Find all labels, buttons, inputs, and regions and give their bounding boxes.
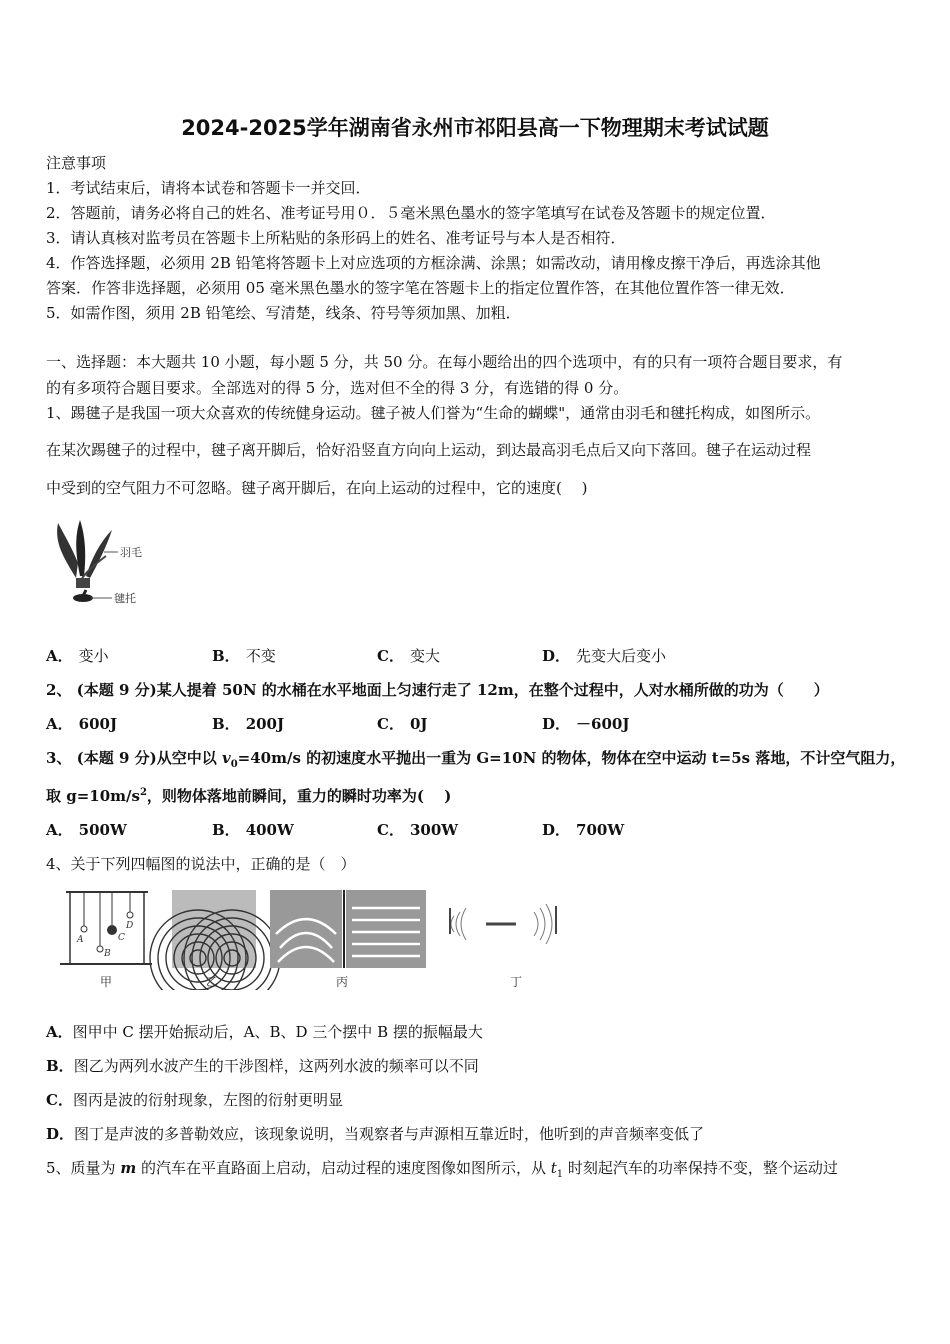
q1-option-d bbox=[542, 645, 666, 666]
base-label: 毽托 bbox=[114, 592, 136, 605]
option-text: 图丙是波的衍射现象，左图的衍射更明显 bbox=[72, 1091, 343, 1109]
option-letter: B． bbox=[212, 715, 240, 733]
option-letter: C． bbox=[377, 715, 404, 733]
q1-stem: 在某次踢毽子的过程中，毽子离开脚后，恰好沿竖直方向向上运动，到达最高羽毛点后又向下落回。毽子在运动过程 bbox=[46, 441, 812, 459]
q3-stem2-a: 取 g=10m/s bbox=[46, 787, 140, 805]
option-letter: A． bbox=[46, 715, 73, 733]
q3-stem2-b: ，则物体落地前瞬间，重力的瞬时功率为( ) bbox=[146, 787, 452, 805]
q4-stem: 4、关于下列四幅图的说法中，正确的是（ ） bbox=[46, 855, 356, 873]
q4-option-a bbox=[46, 1021, 483, 1042]
option-letter: B． bbox=[46, 1057, 74, 1075]
feather-label: 羽毛 bbox=[120, 546, 142, 559]
option-text: －600J bbox=[576, 715, 630, 733]
time-subscript: 1 bbox=[556, 1169, 564, 1180]
option-text: 500W bbox=[78, 821, 127, 839]
option-text: 变大 bbox=[409, 647, 440, 665]
notice-heading: 注意事项 bbox=[46, 154, 107, 172]
caption-jia: 甲 bbox=[100, 975, 113, 989]
option-text: 400W bbox=[245, 821, 294, 839]
shuttlecock-figure bbox=[46, 518, 156, 608]
option-letter: B． bbox=[212, 821, 240, 839]
q2-option-d bbox=[542, 713, 629, 734]
notice-item: 答案．作答非选择题，必须用 05 毫米黑色墨水的签字笔在答题卡上的指定位置作答，在其他位置作答一律无效． bbox=[46, 279, 795, 297]
notice-item: 4．作答选择题，必须用 2B 铅笔将答题卡上对应选项的方框涂满、涂黑；如需改动，请用橡皮擦干净后，再选涂其他 bbox=[46, 254, 821, 272]
notice-item: 3．请认真核对监考员在答题卡上所粘贴的条形码上的姓名、准考证号与本人是否相符． bbox=[46, 229, 626, 247]
mass-symbol: m bbox=[120, 1159, 137, 1177]
q4-option-d bbox=[46, 1123, 704, 1144]
option-letter: A． bbox=[46, 1023, 73, 1041]
option-letter: A． bbox=[46, 647, 73, 665]
option-letter: D． bbox=[542, 821, 571, 839]
time-symbol: t bbox=[550, 1159, 557, 1177]
q1-option-a bbox=[46, 645, 109, 666]
doppler-figure bbox=[450, 904, 556, 944]
q4-illustrations bbox=[56, 888, 596, 990]
velocity-subscript: 0 bbox=[230, 759, 238, 770]
option-text: 图丁是声波的多普勒效应，该现象说明，当观察者与声源相互靠近时，他听到的声音频率变低了 bbox=[74, 1125, 705, 1143]
q3-option-b bbox=[212, 819, 294, 840]
option-text: 先变大后变小 bbox=[576, 647, 667, 665]
pendulum-label-b: B bbox=[104, 949, 111, 959]
pendulum-label-d: D bbox=[126, 921, 134, 931]
q1-option-c bbox=[377, 645, 440, 666]
option-text: 不变 bbox=[245, 647, 276, 665]
option-letter: C． bbox=[377, 647, 404, 665]
q2-option-c bbox=[377, 713, 428, 734]
option-letter: D． bbox=[542, 715, 571, 733]
option-text: 变小 bbox=[78, 647, 109, 665]
option-letter: A． bbox=[46, 821, 73, 839]
caption-ding: 丁 bbox=[510, 975, 523, 989]
notice-item: 2．答题前，请务必将自己的姓名、准考证号用０．５毫米黑色墨水的签字笔填写在试卷及答题卡的规定位置． bbox=[46, 204, 776, 222]
caption-yi: 乙 bbox=[206, 975, 219, 989]
velocity-symbol: v bbox=[221, 749, 231, 767]
option-letter: D． bbox=[46, 1125, 75, 1143]
option-letter: B． bbox=[212, 647, 240, 665]
q3-option-d bbox=[542, 819, 624, 840]
q5-stem-c: 时刻起汽车的功率保持不变，整个运动过 bbox=[563, 1159, 838, 1177]
q5-stem bbox=[46, 1157, 838, 1180]
q4-figures bbox=[56, 888, 596, 990]
q2-stem: 2、 (本题 9 分)某人提着 50N 的水桶在水平地面上匀速行走了 12m，在整个过程中，人对水桶所做的功为（ ） bbox=[46, 681, 829, 699]
option-letter: C． bbox=[377, 821, 404, 839]
q3-option-c bbox=[377, 819, 458, 840]
shuttlecock-illustration bbox=[46, 518, 156, 608]
section-intro: 一、选择题：本大题共 10 小题，每小题 5 分，共 50 分。在每小题给出的四个选项中，有的只有一项符合题目要求，有 bbox=[46, 353, 843, 371]
option-text: 300W bbox=[409, 821, 459, 839]
q5-stem-b: 的汽车在平直路面上启动，启动过程的速度图像如图所示，从 bbox=[136, 1159, 551, 1177]
option-text: 图乙为两列水波产生的干涉图样，这两列水波的频率可以不同 bbox=[73, 1057, 479, 1075]
q2-option-a bbox=[46, 713, 117, 734]
pendulum-label-c: C bbox=[118, 933, 125, 943]
q3-option-a bbox=[46, 819, 127, 840]
option-text: 200J bbox=[245, 715, 285, 733]
notice-item: 1．考试结束后，请将本试卷和答题卡一并交回． bbox=[46, 179, 371, 197]
q3-stem-line2 bbox=[46, 785, 451, 806]
q4-option-c bbox=[46, 1089, 343, 1110]
option-text: 700W bbox=[576, 821, 625, 839]
exponent: 2 bbox=[139, 787, 147, 798]
q2-option-b bbox=[212, 713, 284, 734]
q1-stem: 1、踢毽子是我国一项大众喜欢的传统健身运动。毽子被人们誉为“生命的蝴蝶"，通常由羽毛和毽托构成，如图所示。 bbox=[46, 404, 821, 422]
q1-stem: 中受到的空气阻力不可忽略。毽子离开脚后，在向上运动的过程中，它的速度( ) bbox=[46, 479, 588, 497]
q1-option-b bbox=[212, 645, 276, 666]
caption-bing: 丙 bbox=[336, 975, 349, 989]
pendulum-figure bbox=[60, 892, 152, 964]
option-text: 图甲中 C 摆开始振动后，A、B、D 三个摆中 B 摆的振幅最大 bbox=[72, 1023, 483, 1041]
diffraction-figure bbox=[270, 890, 426, 968]
q4-option-b bbox=[46, 1055, 479, 1076]
q5-stem-a: 5、质量为 bbox=[46, 1159, 121, 1177]
pendulum-label-a: A bbox=[77, 935, 84, 945]
q3-stem bbox=[46, 747, 905, 770]
page-title: 2024-2025学年湖南省永州市祁阳县高一下物理期末考试试题 bbox=[181, 116, 769, 140]
q3-stem-a: 3、 (本题 9 分)从空中以 bbox=[46, 749, 222, 767]
option-letter: D． bbox=[542, 647, 571, 665]
section-intro: 的有多项符合题目要求。全部选对的得 5 分，选对但不全的得 3 分，有选错的得 0 分。 bbox=[46, 379, 629, 397]
option-text: 0J bbox=[409, 715, 428, 733]
notice-item: 5．如需作图，须用 2B 铅笔绘、写清楚，线条、符号等须加黑、加粗． bbox=[46, 304, 521, 322]
option-letter: C． bbox=[46, 1091, 73, 1109]
option-text: 600J bbox=[78, 715, 118, 733]
q3-stem-b: =40m/s 的初速度水平抛出一重为 G=10N 的物体，物体在空中运动 t=5s 落地，不计空气阻力， bbox=[237, 749, 906, 767]
